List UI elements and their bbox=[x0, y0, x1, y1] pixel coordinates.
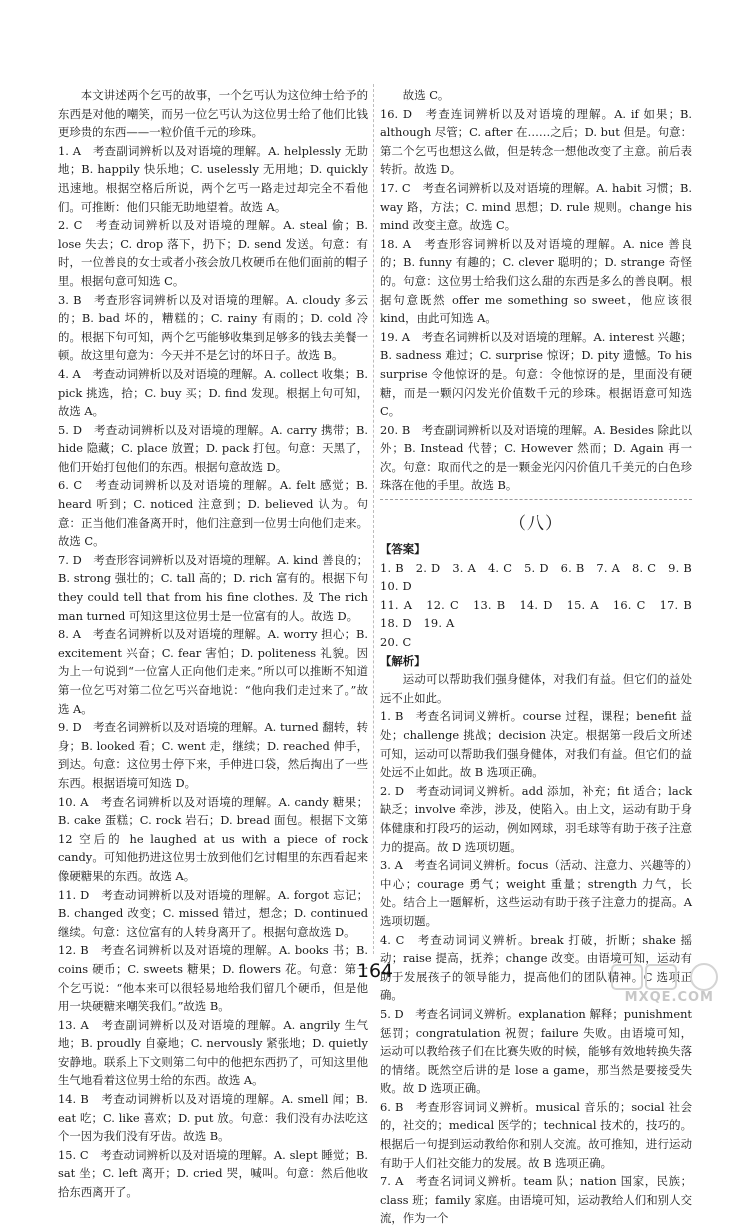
analysis-item-5: 5. D 考查名词词义辨析。explanation 解释；punishment 惩罚；congratulation 祝贺；failure 失败。由语境可知，运动可以教给孩子们在比赛失败的时候，能够有效地转换失落的情绪。既然空后讲的是 lose a game，那当然是要接受失败。故 D 选项正确。 bbox=[380, 1006, 692, 1096]
explanation-item-7: 7. D 考查形容词辨析以及对语境的理解。A. kind 善良的；B. strong 强壮的；C. tall 高的；D. rich 富有的。根据下句 they could tell that from his fine clothes. 及 The rich man turned 可知这里这位男士是一位富有的人。故选 D。 bbox=[58, 552, 368, 623]
left-column bbox=[58, 86, 368, 1202]
column-divider bbox=[373, 84, 374, 954]
explanation-item-14: 14. B 考查动词辨析以及对语境的理解。A. smell 闻；B. eat 吃；C. like 喜欢；D. put 放。句意：我们没有办法吃这个一因为我们没有牙齿。故选 B。 bbox=[58, 1092, 368, 1144]
explanation-item-12: 12. B 考查名词辨析以及对语境的理解。A. books 书；B. coins 硬币；C. sweets 糖果；D. flowers 花。句意：第一个乞丐说：“他本来可以很轻易地给我们留几个硬币，但是他用一块硬糖来嘲笑我们。”故选 B。 bbox=[58, 943, 368, 1014]
page-number: 164 bbox=[356, 960, 394, 982]
analysis-item-2: 2. D 考查动词词义辨析。add 添加，补充；fit 适合；lack 缺乏；involve 牵涉，涉及，使陷入。由上文，运动有助于身体健康和打段巧的运动，例如网球，羽毛球等有助于孩子注意力的提高。故 D 选项切题。 bbox=[380, 783, 692, 854]
analysis-label: 【解析】 bbox=[380, 653, 426, 668]
explanation-item-20: 20. B 考查副词辨析以及对语境的理解。A. Besides 除此以外；B. Instead 代替；C. However 然而；D. Again 再一次。句意：取而代之的是一颗金光闪闪价值几千美元的白色珍珠落在他的手里。故选 B。 bbox=[380, 422, 692, 493]
explanation-item-8: 8. A 考查名词辨析以及对语境的理解。A. worry 担心；B. excitement 兴奋；C. fear 害怕；D. politeness 礼貌。因为上一句说到“一位富人正向他们走来。”所以可以推断不知道第一位乞丐对第二位乞丐兴奋地说：“他向我们走过来了。”故选 A。 bbox=[58, 627, 368, 716]
explanation-item-4: 4. A 考查动词辨析以及对语境的理解。A. collect 收集；B. pick 挑选，拾；C. buy 买；D. find 发现。根据上句可知，故选 A。 bbox=[58, 366, 368, 419]
explanation-item-18: 18. A 考查形容词辨析以及对语境的理解。A. nice 善良的；B. funny 有趣的；C. clever 聪明的；D. strange 奇怪的。句意：这位男士给我们这么甜的东西是多么的善良啊。根据句意既然 offer me something so sweet，他应该很 kind，由此可知选 A。 bbox=[380, 236, 692, 326]
explanation-item-19: 19. A 考查名词辨析以及对语境的理解。A. interest 兴趣；B. sadness 难过；C. surprise 惊讶；D. pity 遗憾。To his surprise 令他惊讶的是。句意：令他惊讶的是，里面没有硬糖，而是一颗闪闪发光价值数千元的珍珠。根据语意可知选 C。 bbox=[380, 329, 692, 419]
analysis-item-7: 7. A 考查名词词义辨析。team 队；nation 国家，民族；class 班；family 家庭。由语境可知，运动教给人们和别人交流，作为一个 bbox=[380, 1174, 692, 1226]
analysis-item-4: 4. C 考查动词词义辨析。break 打破，折断；shake 摇动；raise 提高，抚养；change 改变。由语境可知，运动有助于发展孩子的领导能力，提高他们的团队精神。C 选项正确。 bbox=[380, 932, 692, 1003]
answers-line-3: 20. C bbox=[380, 635, 412, 650]
explanation-item-10: 10. A 考查名词辨析以及对语境的理解。A. candy 糖果；B. cake 蛋糕；C. rock 岩石；D. bread 面包。根据下文第 12 空后的 he laughed at us with a piece of rock candy。可知他扔进这位男士放到他们乞讨帽里的东西看起来像硬糖果的东西。故选 A。 bbox=[58, 794, 368, 883]
analysis-item-1: 1. B 考查名词词义辨析。course 过程，课程；benefit 益处；challenge 挑战；decision 决定。根据第一段后文所述可知，运动可以帮助我们强身健体，对我们有益。但它们的益处远不止如此。故 B 选项正确。 bbox=[380, 709, 692, 780]
explanation-item-6: 6. C 考查动词辨析以及对语境的理解。A. felt 感觉；B. heard 听到；C. noticed 注意到；D. believed 认为。句意：正当他们准备离开时，他们注意到一位男士向他们走来。故选 C。 bbox=[58, 478, 368, 549]
explanation-item-2: 2. C 考查动词辨析以及对语境的理解。A. steal 偷；B. lose 失去；C. drop 落下，扔下；D. send 发送。句意：有时，一位善良的女士或者小孩会放几枚硬币在他们面前的帽子里。根据句意可知选 C。 bbox=[58, 218, 368, 288]
explanation-item-9: 9. D 考查名词辨析以及对语境的理解。A. turned 翻转，转身；B. looked 看；C. went 走，继续；D. reached 伸手，到达。句意：这位男士停下来，手伸进口袋，然后掏出了一些东西。根据语境可知选 D。 bbox=[58, 720, 368, 790]
intro-paragraph: 本文讲述两个乞丐的故事，一个乞丐认为这位绅士给予的东西是对他的嘲笑，而另一位乞丐认为这位男士给了他们比钱更珍贵的东西——一粒价值千元的珍珠。 bbox=[58, 88, 368, 140]
explanation-item-13: 13. A 考查副词辨析以及对语境的理解。A. angrily 生气地；B. proudly 自豪地；C. nervously 紧张地；D. quietly 安静地。联系上下文则第二句中的他把东西扔了，可知这里他生气地看着这位男士给的东西。故选 A。 bbox=[58, 1017, 368, 1088]
continuation-text: 故选 C。 bbox=[402, 88, 450, 102]
section-title: （八） bbox=[509, 514, 563, 535]
answers-line-1: 1. B 2. D 3. A 4. C 5. D 6. B 7. A 8. C 9. B 10. D bbox=[380, 560, 704, 594]
watermark-logo bbox=[608, 961, 736, 1011]
explanation-item-16: 16. D 考查连词辨析以及对语境的理解。A. if 如果；B. although 尽管；C. after 在……之后；D. but 但是。句意：第二个乞丐也想这么做，但是转念一想他改变了主意。前后表转折。故选 D。 bbox=[380, 106, 692, 177]
analysis-intro: 运动可以帮助我们强身健体，对我们有益。但它们的益处远不止如此。 bbox=[380, 672, 692, 705]
explanation-item-11: 11. D 考查动词辨析以及对语境的理解。A. forgot 忘记；B. changed 改变；C. missed 错过，想念；D. continued 继续。句意：这位富有的人转身离开了。根据句意故选 D。 bbox=[58, 887, 368, 939]
answers-label: 【答案】 bbox=[380, 542, 426, 557]
explanation-item-3: 3. B 考查形容词辨析以及对语境的理解。A. cloudy 多云的；B. bad 坏的，糟糕的；C. rainy 有雨的；D. cold 冷的。根据下句可知，两个乞丐能够收集到足够多的钱去美餐一顿。故这里句意为：今天并不是乞讨的坏日子。故选 B。 bbox=[58, 292, 368, 363]
explanation-item-15: 15. C 考查动词辨析以及对语境的理解。A. slept 睡觉；B. sat 坐；C. left 离开；D. cried 哭，喊叫。句意：然后他收拾东西离开了。 bbox=[58, 1147, 368, 1200]
right-column bbox=[380, 86, 704, 1228]
answers-line-2: 11. A 12. C 13. B 14. D 15. A 16. C 17. B 18. D 19. A bbox=[380, 597, 704, 631]
analysis-item-6: 6. B 考查形容词词义辨析。musical 音乐的；social 社会的，社交的；medical 医学的；technical 技术的，技巧的。根据后一句提到运动教给你和别人交流。故可推知，进行运动有助于人们社交能力的发展。故 B 选项正确。 bbox=[380, 1099, 692, 1170]
explanation-item-5: 5. D 考查动词辨析以及对语境的理解。A. carry 携带；B. hide 隐藏；C. place 放置；D. pack 打包。句意：天黑了，他们开始打包他们的东西。根据句意故选 D。 bbox=[58, 422, 368, 474]
watermark-text: MXQE.COM bbox=[624, 990, 714, 1005]
section-separator bbox=[380, 499, 692, 500]
explanation-item-17: 17. C 考查名词辨析以及对语境的理解。A. habit 习惯；B. way 路，方法；C. mind 思想；D. rule 规则。change his mind 改变主意。故选 C。 bbox=[380, 180, 692, 233]
explanation-item-1: 1. A 考查副词辨析以及对语境的理解。A. helplessly 无助地；B. happily 快乐地；C. uselessly 无用地；D. quickly 迅速地。根据空格后所说，两个乞丐一路走过却完全不看他们。可推断：他们只能无助地望着。故选 A。 bbox=[58, 143, 368, 214]
analysis-item-3: 3. A 考查名词词义辨析。focus（活动、注意力、兴趣等的）中心；courage 勇气；weight 重量；strength 力气，长处。结合上一题解析，这些运动有助于孩子注意力的提高。A 选项切题。 bbox=[380, 858, 692, 928]
